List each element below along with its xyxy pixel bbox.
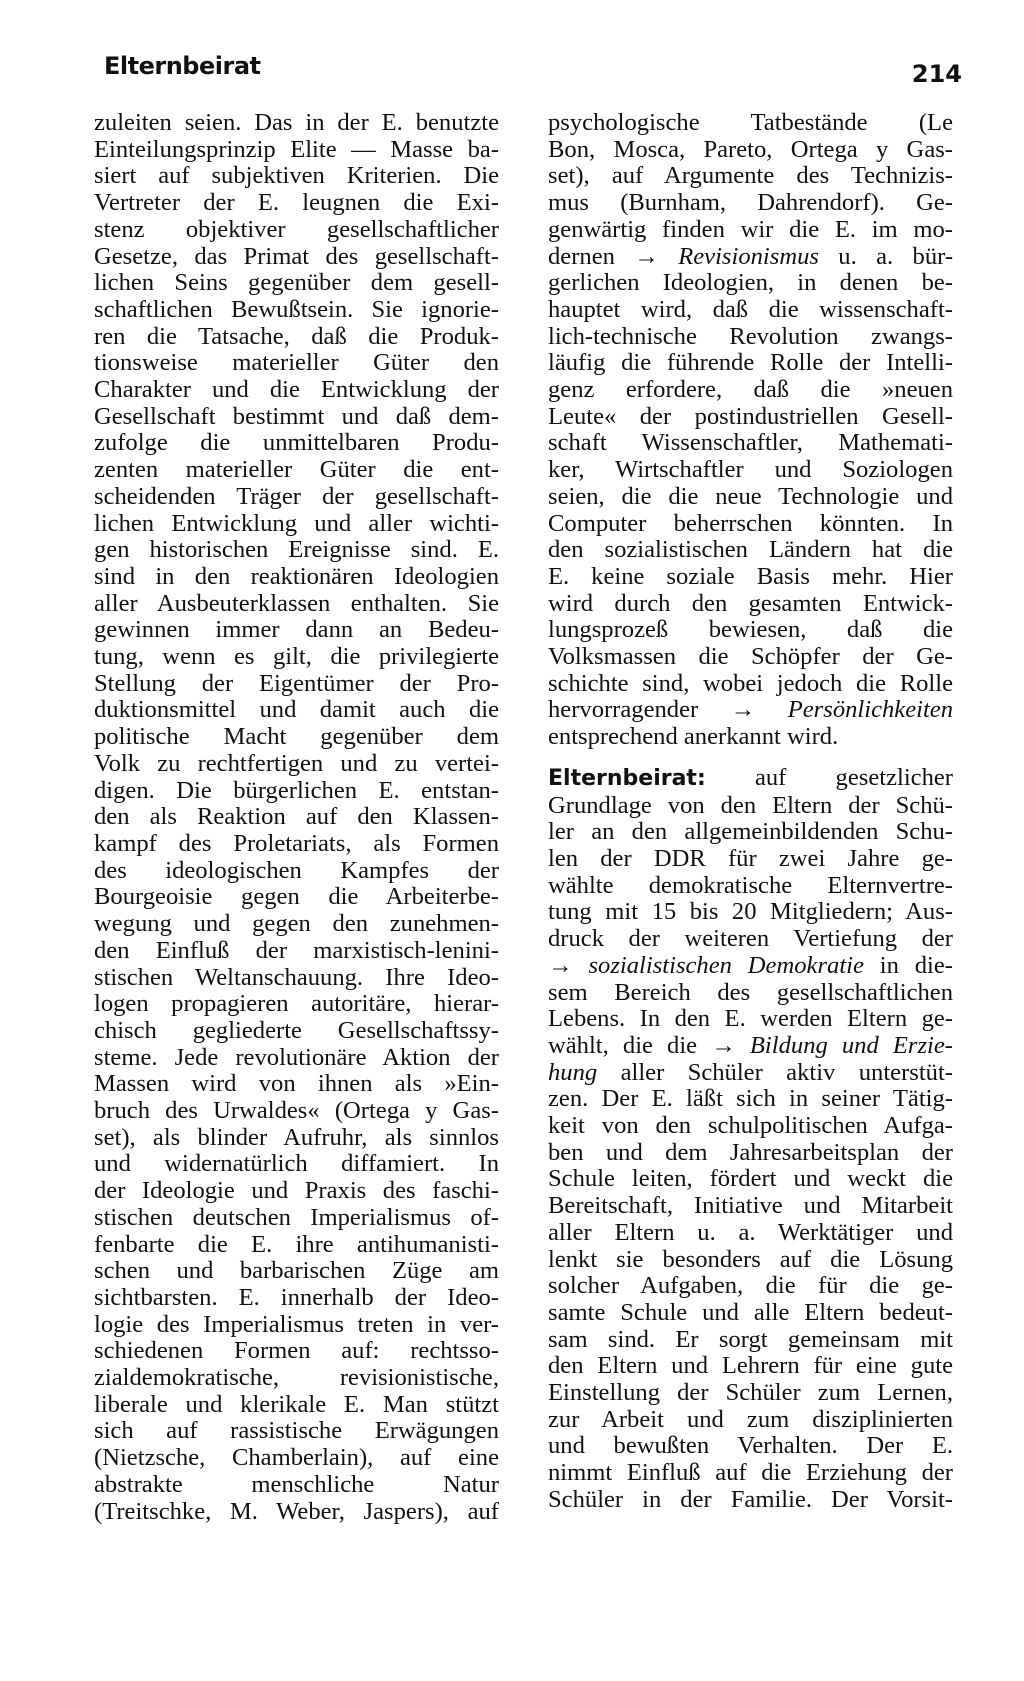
text-line: schiedenen Formen auf: rechtsso- [94, 1337, 499, 1365]
text-line: zenten materieller Güter die ent- [94, 456, 499, 484]
text-line: dernen → Revisionismus u. a. bür- [548, 242, 954, 270]
text-line: wählte demokratische Elternvertre- [548, 871, 953, 899]
text-line: schaft Wissenschaftler, Mathemati- [548, 429, 953, 457]
text-line: (Treitschke, M. Weber, Jaspers), auf [94, 1497, 499, 1525]
text-line: nimmt Einfluß auf die Erziehung der [548, 1459, 953, 1487]
text-line: gerlichen Ideologien, in denen be- [548, 269, 953, 297]
text-line: steme. Jede revolutionäre Aktion der [94, 1043, 499, 1071]
text-line: läufig die führende Rolle der Intelli- [548, 349, 953, 377]
text-line: Computer beherrschen könnten. In [548, 509, 953, 537]
right-column [548, 110, 953, 1514]
text-line: mus (Burnham, Dahrendorf). Ge- [548, 189, 953, 217]
text-line: lich-technische Revolution zwangs- [548, 322, 953, 350]
text-line: zialdemokratische, revisionistische, [94, 1364, 499, 1392]
text-line: → sozialistischen Demokratie in die- [548, 951, 953, 979]
text-line: ker, Wirtschaftler und Soziologen [548, 456, 953, 484]
text-line: den Eltern und Lehrern für eine gute [548, 1352, 953, 1380]
text-line: fenbarte die E. ihre antihumanisti- [94, 1230, 499, 1258]
text-line: Volksmassen die Schöpfer der Ge- [548, 643, 953, 671]
text-line: schaftlichen Bewußtsein. Sie ignorie- [94, 295, 499, 323]
text-line: Bourgeoisie gegen die Arbeiterbe- [94, 883, 499, 911]
text-line: ben und dem Jahresarbeitsplan der [548, 1138, 953, 1166]
text-line: ren die Tatsache, daß die Produk- [94, 322, 499, 350]
text-line: lichen Seins gegenüber dem gesell- [94, 269, 499, 297]
text-line: der Ideologie und Praxis des faschi- [94, 1177, 499, 1205]
text-line: Bereitschaft, Initiative und Mitarbeit [548, 1192, 953, 1220]
text-line: Einstellung der Schüler zum Lernen, [548, 1379, 953, 1407]
text-line: Lebens. In den E. werden Eltern ge- [548, 1005, 953, 1033]
text-line: Massen wird von ihnen als »Ein- [94, 1070, 499, 1098]
text-line: genwärtig finden wir die E. im mo- [548, 215, 953, 243]
text-line: den als Reaktion auf den Klassen- [94, 803, 499, 831]
text-line: Gesellschaft bestimmt und daß dem- [94, 402, 499, 430]
text-line: solcher Aufgaben, die für die ge- [548, 1272, 953, 1300]
text-line: sam sind. Er sorgt gemeinsam mit [548, 1325, 953, 1353]
text-line: aller Eltern u. a. Werktätiger und [548, 1218, 953, 1246]
text-line: druck der weiteren Vertiefung der [548, 925, 953, 953]
text-line: sich auf rassistische Erwägungen [94, 1417, 499, 1445]
text-line: schichte sind, wobei jedoch die Rolle [548, 669, 953, 697]
text-line: siert auf subjektiven Kriterien. Die [94, 162, 499, 190]
text-line: ler an den allgemeinbildenden Schu- [548, 818, 953, 846]
text-line: seien, die die neue Technologie und [548, 482, 953, 510]
text-line: digen. Die bürgerlichen E. entstan- [94, 776, 499, 804]
text-line: set), als blinder Aufruhr, als sinnlos [94, 1123, 499, 1151]
text-line: bruch des Urwaldes« (Ortega y Gas- [94, 1097, 499, 1125]
text-line: lenkt sie besonders auf die Lösung [548, 1245, 953, 1273]
text-line: psychologische Tatbestände (Le [548, 109, 953, 136]
text-line: scheidenden Träger der gesellschaft- [94, 482, 499, 510]
text-line: wird durch den gesamten Entwick- [548, 589, 953, 617]
text-line: Leute« der postindustriellen Gesell- [548, 402, 953, 430]
running-head: Elternbeirat [104, 52, 261, 80]
text-line: sichtbarsten. E. innerhalb der Ideo- [94, 1283, 499, 1311]
text-line: hervorragender → Persönlichkeiten [548, 696, 953, 724]
left-column [94, 110, 499, 1525]
text-line: Bon, Mosca, Pareto, Ortega y Gas- [548, 135, 953, 163]
text-line: und bewußten Verhalten. Der E. [548, 1432, 953, 1460]
text-line: Grundlage von den Eltern der Schü- [548, 791, 953, 819]
text-line: schen und barbarischen Züge am [94, 1257, 499, 1285]
text-line: Schüler in der Familie. Der Vorsit- [548, 1485, 953, 1513]
text-line: wählt, die die → Bildung und Erzie- [548, 1031, 953, 1059]
text-line: lungsprozeß bewiesen, daß die [548, 616, 953, 644]
text-line: Gesetze, das Primat des gesellschaft- [94, 242, 499, 270]
text-line: tung mit 15 bis 20 Mitgliedern; Aus- [548, 898, 953, 926]
text-line: gen historischen Ereignisse sind. E. [94, 536, 499, 564]
cross-reference-bildung-und-erziehung: Bildung und Erzie- [749, 1031, 953, 1059]
text-line: wegung und gegen den zunehmen- [94, 910, 499, 938]
text-line: und widernatürlich diffamiert. In [94, 1150, 499, 1178]
text-line: Vertreter der E. leugnen die Exi- [94, 189, 499, 217]
text-line: set), auf Argumente des Technizis- [548, 162, 953, 190]
text-line: Schule leiten, fördert und weckt die [548, 1165, 953, 1193]
text-line: kampf des Proletariats, als Formen [94, 829, 499, 857]
cross-reference-revisionismus: Revisionismus [678, 242, 819, 270]
text-line: genz erfordere, daß die »neuen [548, 376, 953, 404]
text-line: liberale und klerikale E. Man stützt [94, 1390, 499, 1418]
entry-first-line: Elternbeirat: auf gesetzlicher [548, 763, 953, 791]
text-line: sem Bereich des gesellschaftlichen [548, 978, 953, 1006]
dictionary-entry-elternbeirat [548, 765, 953, 1514]
text-line: gewinnen immer dann an Bedeu- [94, 616, 499, 644]
text-line: hauptet wird, daß die wissenschaft- [548, 295, 953, 323]
text-line: tionsweise materieller Güter den [94, 349, 499, 377]
text-line: lichen Entwicklung und aller wichti- [94, 509, 499, 537]
text-line: stischen Weltanschauung. Ihre Ideo- [94, 963, 499, 991]
text-line: hung aller Schüler aktiv unterstüt- [548, 1058, 953, 1086]
text-line: des ideologischen Kampfes der [94, 856, 499, 884]
text-line: Charakter und die Entwicklung der [94, 376, 499, 404]
text-line: stenz objektiver gesellschaftlicher [94, 215, 499, 243]
text-line: zufolge die unmittelbaren Produ- [94, 429, 499, 457]
text-line: Einteilungsprinzip Elite — Masse ba- [94, 135, 499, 163]
text-line: logen propagieren autoritäre, hierar- [94, 990, 499, 1018]
text-line: chisch gegliederte Gesellschaftssy- [94, 1016, 499, 1044]
text-line: tung, wenn es gilt, die privilegierte [94, 643, 499, 671]
text-line: logie des Imperialismus treten in ver- [94, 1310, 499, 1338]
text-line: Stellung der Eigentümer der Pro- [94, 669, 499, 697]
text-line: zuleiten seien. Das in der E. benutzte [94, 109, 499, 136]
text-line: sind in den reaktionären Ideologien [94, 562, 499, 590]
text-line: stischen deutschen Imperialismus of- [94, 1203, 499, 1231]
text-line: len der DDR für zwei Jahre ge- [548, 844, 953, 872]
text-line: zen. Der E. läßt sich in seiner Tätig- [548, 1085, 953, 1113]
text-line: samte Schule und alle Eltern bedeut- [548, 1298, 953, 1326]
text-line: entsprechend anerkannt wird. [548, 723, 839, 751]
cross-reference-persoenlichkeiten: Persönlichkeiten [787, 696, 953, 724]
text-line: politische Macht gegenüber dem [94, 723, 499, 751]
entry-term: Elternbeirat: [548, 765, 706, 791]
text-line: duktionsmittel und damit auch die [94, 696, 499, 724]
text-line: abstrakte menschliche Natur [94, 1470, 499, 1498]
text-line: Volk zu rechtfertigen und zu vertei- [94, 749, 499, 777]
text-line: keit von den schulpolitischen Aufga- [548, 1112, 953, 1140]
text-line: den sozialistischen Ländern hat die [548, 536, 953, 564]
text-line: zur Arbeit und zum disziplinierten [548, 1405, 953, 1433]
text-line: den Einfluß der marxistisch-lenini- [94, 936, 499, 964]
text-line: aller Ausbeuterklassen enthalten. Sie [94, 589, 499, 617]
page-number: 214 [911, 60, 962, 88]
cross-reference-sozialistische-demokratie: sozialistischen Demokratie [588, 951, 864, 979]
text-line: (Nietzsche, Chamberlain), auf eine [94, 1444, 499, 1472]
text-line: E. keine soziale Basis mehr. Hier [548, 562, 953, 590]
